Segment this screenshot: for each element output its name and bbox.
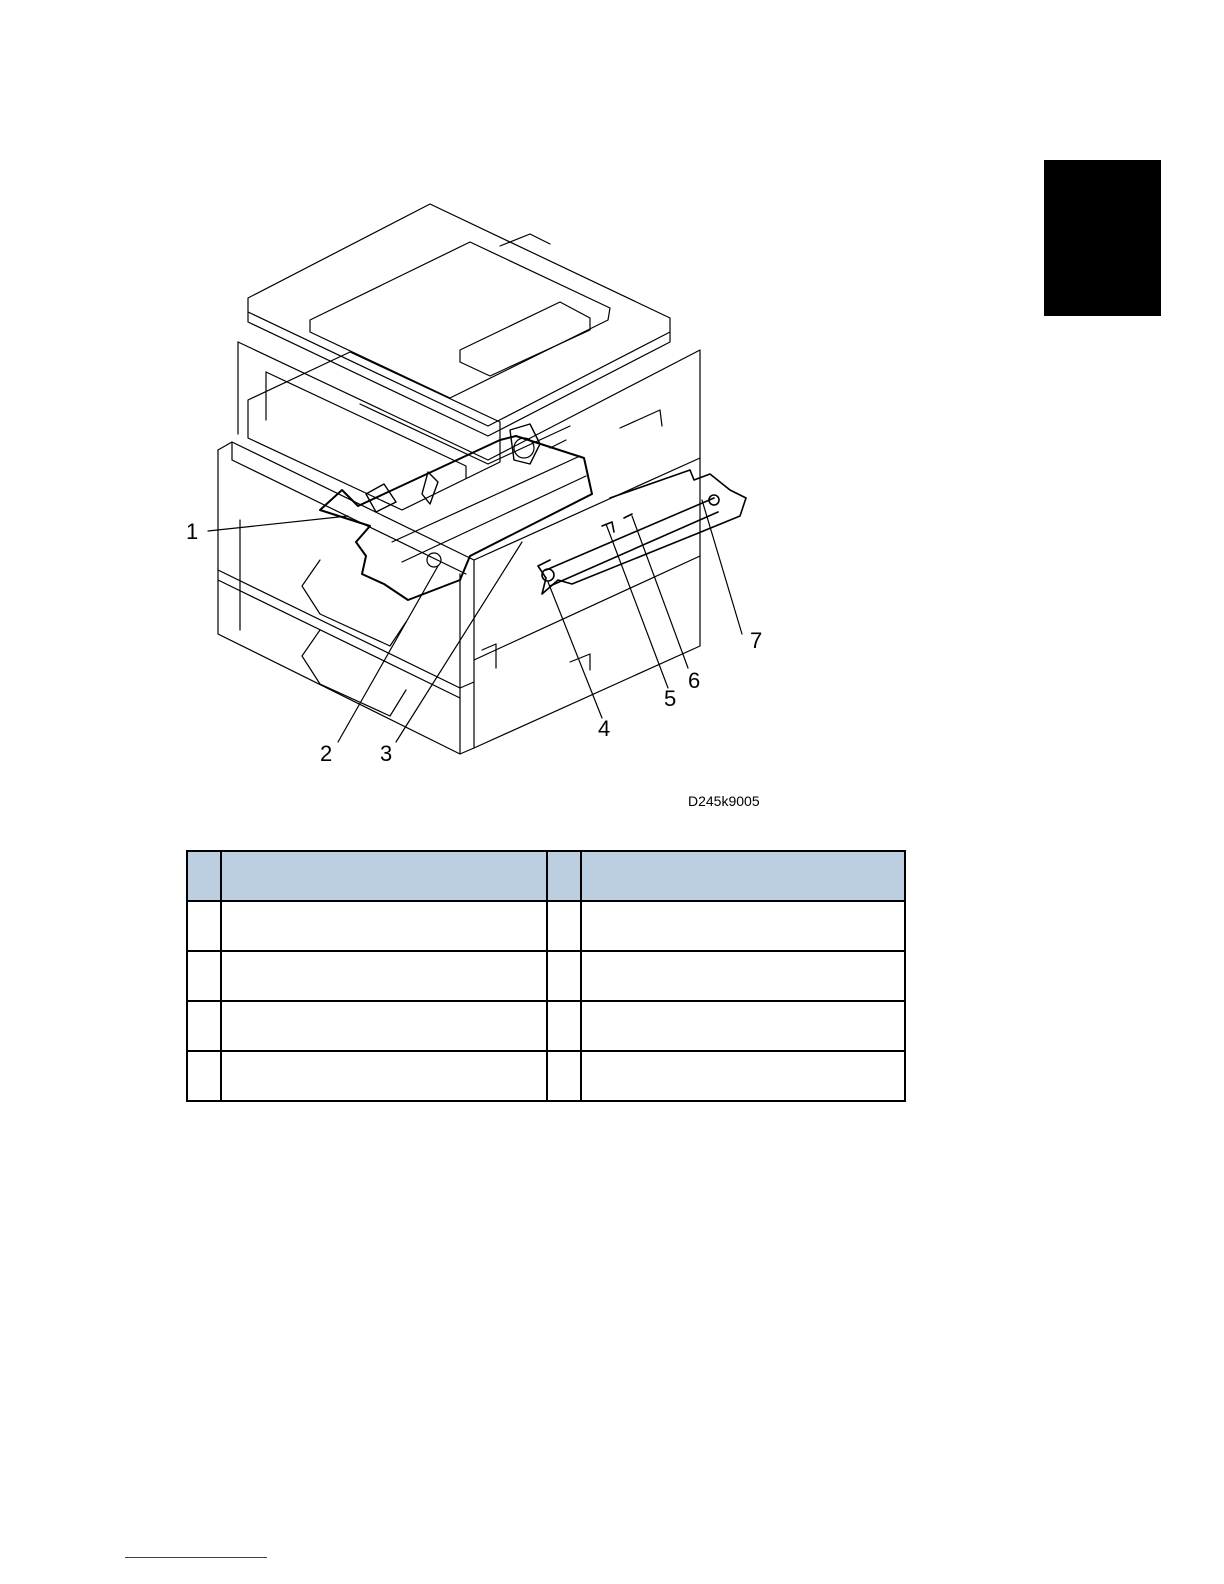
adf-unit [248, 204, 670, 436]
callout-label: 7 [750, 628, 763, 653]
callout-label: 3 [380, 741, 393, 766]
table-header-row [187, 851, 905, 901]
scanner-body [238, 342, 700, 510]
table-cell [547, 1001, 581, 1051]
header-cell-no [547, 851, 581, 901]
callout-label: 2 [320, 741, 333, 766]
header-cell-description [581, 851, 905, 901]
section-tab-marker [1044, 160, 1161, 316]
callout-label: 1 [186, 519, 199, 544]
table-cell [581, 901, 905, 951]
main-body [218, 442, 700, 754]
table-cell [187, 1001, 221, 1051]
callout-label: 5 [664, 686, 677, 711]
callout-label: 6 [688, 668, 701, 693]
table-cell [187, 951, 221, 1001]
table-cell [547, 951, 581, 1001]
table-cell [581, 1051, 905, 1101]
table-cell [547, 1051, 581, 1101]
callout-label: 4 [598, 716, 611, 741]
table-row [187, 951, 905, 1001]
header-cell-no [187, 851, 221, 901]
figure-id: D245k9005 [688, 793, 760, 809]
table-row [187, 1001, 905, 1051]
copier-exploded-diagram [170, 190, 810, 820]
table-cell [581, 951, 905, 1001]
header-cell-description [221, 851, 547, 901]
table-cell [221, 951, 547, 1001]
table-cell [187, 901, 221, 951]
fusing-unit-parts [320, 424, 592, 600]
table-cell [221, 1001, 547, 1051]
table-cell [221, 901, 547, 951]
table-row [187, 901, 905, 951]
table-cell [547, 901, 581, 951]
table-row [187, 1051, 905, 1101]
footer-rule [125, 1557, 267, 1558]
transfer-roller-unit [538, 470, 746, 594]
table-cell [187, 1051, 221, 1101]
parts-table [186, 850, 906, 1102]
table-cell [581, 1001, 905, 1051]
table-cell [221, 1051, 547, 1101]
